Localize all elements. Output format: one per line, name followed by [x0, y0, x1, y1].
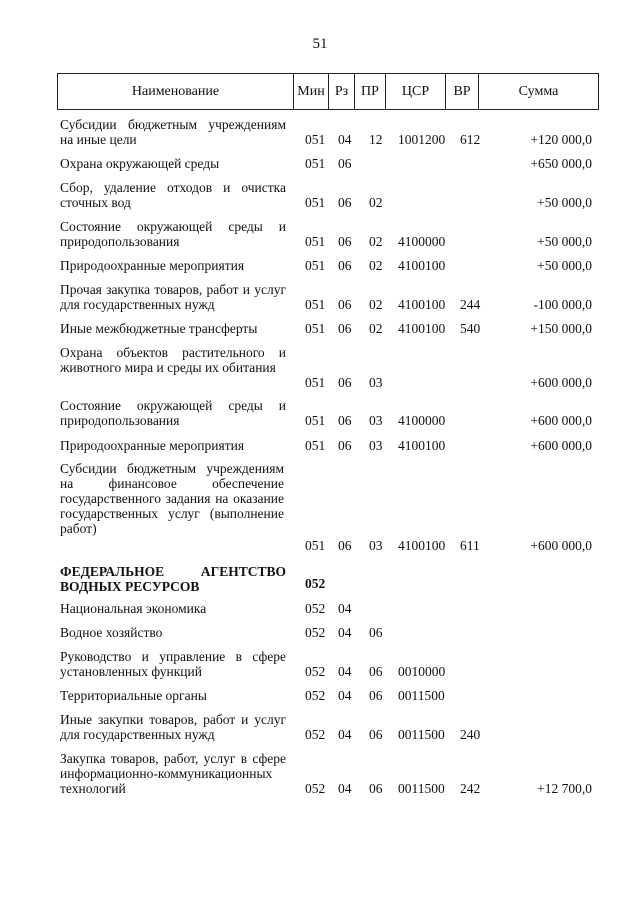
table-row [0, 258, 640, 273]
table-row [0, 438, 640, 453]
row-min: 052 [305, 781, 326, 796]
row-csr: 4100100 [398, 297, 446, 312]
row-name: Руководство и управление в сфере установленных функций [60, 649, 286, 679]
row-min: 051 [305, 438, 326, 453]
row-min: 052 [305, 601, 326, 616]
row-csr: 4100100 [398, 321, 446, 336]
row-rz: 06 [338, 321, 352, 336]
header-sum: Сумма [518, 83, 559, 99]
row-csr: 0011500 [398, 727, 445, 742]
header-csr: ЦСР [386, 74, 446, 109]
header-pr: ПР [355, 74, 386, 109]
row-sum: -100 000,0 [533, 297, 592, 312]
row-name: Прочая закупка товаров, работ и услуг для государственных нужд [60, 282, 286, 312]
row-rz: 06 [338, 156, 352, 171]
row-pr: 06 [369, 688, 383, 703]
row-rz: 04 [338, 664, 352, 679]
row-min: 051 [305, 538, 326, 553]
row-name: Природоохранные мероприятия [60, 258, 245, 273]
table-row [0, 321, 640, 336]
row-pr: 03 [369, 375, 383, 390]
table-row [0, 625, 640, 640]
row-sum: +50 000,0 [537, 258, 592, 273]
row-name: Водное хозяйство [60, 625, 163, 640]
row-sum: +600 000,0 [530, 538, 592, 553]
row-pr: 03 [369, 413, 383, 428]
row-pr: 12 [369, 132, 383, 147]
row-min: 051 [305, 132, 326, 147]
row-csr: 0010000 [398, 664, 446, 679]
row-min: 051 [305, 234, 326, 249]
row-vr: 242 [460, 781, 481, 796]
row-min: 051 [305, 413, 326, 428]
row-csr: 1001200 [398, 132, 446, 147]
row-pr: 02 [369, 258, 383, 273]
row-name: Территориальные органы [60, 688, 207, 703]
row-sum: +120 000,0 [530, 132, 592, 147]
row-sum: +650 000,0 [530, 156, 592, 171]
page-number: 51 [312, 36, 328, 52]
row-name: Сбор, удаление отходов и очистка сточных вод [60, 180, 286, 210]
row-csr: 4100000 [398, 234, 446, 249]
row-min: 051 [305, 321, 326, 336]
table-row [0, 601, 640, 616]
table-row [0, 398, 640, 428]
row-name: Природоохранные мероприятия [60, 438, 245, 453]
row-min: 052 [305, 727, 326, 742]
row-min: 052 [305, 576, 326, 591]
row-pr: 02 [369, 297, 383, 312]
table-row [0, 180, 640, 210]
row-min: 052 [305, 664, 326, 679]
row-name: Иные межбюджетные трансферты [60, 321, 258, 336]
row-sum: +150 000,0 [530, 321, 592, 336]
table-row [0, 282, 640, 312]
row-rz: 06 [338, 258, 352, 273]
table-row [0, 649, 640, 679]
row-rz: 04 [338, 132, 352, 147]
row-csr: 0011500 [398, 688, 445, 703]
row-rz: 04 [338, 601, 352, 616]
row-name: Охрана окружающей среды [60, 156, 220, 171]
row-pr: 06 [369, 664, 383, 679]
row-rz: 06 [338, 438, 352, 453]
table-row [0, 461, 640, 553]
header-min: Мин [294, 74, 329, 109]
row-vr: 244 [460, 297, 481, 312]
row-min: 052 [305, 688, 326, 703]
table-row [0, 219, 640, 249]
row-min: 051 [305, 156, 326, 171]
row-name: ФЕДЕРАЛЬНОЕ АГЕНТСТВО ВОДНЫХ РЕСУРСОВ [60, 564, 286, 594]
row-pr: 02 [369, 195, 383, 210]
table-row-agency [0, 564, 640, 594]
row-sum: +12 700,0 [537, 781, 592, 796]
row-min: 051 [305, 195, 326, 210]
row-pr: 06 [369, 727, 383, 742]
row-name: Иные закупки товаров, работ и услуг для государственных нужд [60, 712, 286, 742]
row-name: Охрана объектов растительного и животного мира и среды их обитания [60, 345, 286, 375]
row-rz: 04 [338, 625, 352, 640]
row-sum: +50 000,0 [537, 234, 592, 249]
row-rz: 06 [338, 375, 352, 390]
table-row [0, 688, 640, 703]
row-pr: 02 [369, 321, 383, 336]
row-csr: 4100000 [398, 413, 446, 428]
row-min: 051 [305, 258, 326, 273]
table-row [0, 751, 640, 796]
row-pr: 03 [369, 538, 383, 553]
row-sum: +600 000,0 [530, 438, 592, 453]
row-rz: 06 [338, 413, 352, 428]
row-pr: 06 [369, 625, 383, 640]
row-name: Субсидии бюджетным учреждениям на иные цели [60, 117, 286, 147]
table-row [0, 156, 640, 171]
row-rz: 06 [338, 234, 352, 249]
row-min: 052 [305, 625, 326, 640]
row-vr: 611 [460, 538, 480, 553]
row-min: 051 [305, 297, 326, 312]
row-csr: 0011500 [398, 781, 445, 796]
row-rz: 06 [338, 297, 352, 312]
row-min: 051 [305, 375, 326, 390]
header-vr: ВР [446, 74, 479, 109]
row-sum: +600 000,0 [530, 375, 592, 390]
row-name: Национальная экономика [60, 601, 207, 616]
row-pr: 06 [369, 781, 383, 796]
row-vr: 540 [460, 321, 481, 336]
table-row [0, 345, 640, 390]
table-row [0, 712, 640, 742]
row-vr: 612 [460, 132, 481, 147]
row-vr: 240 [460, 727, 481, 742]
row-pr: 02 [369, 234, 383, 249]
row-rz: 04 [338, 727, 352, 742]
row-rz: 04 [338, 781, 352, 796]
row-csr: 4100100 [398, 258, 446, 273]
row-csr: 4100100 [398, 538, 446, 553]
row-rz: 04 [338, 688, 352, 703]
row-name: Субсидии бюджетным учреждениям на финансовое обеспечение государственного задания на оказание государственных услуг (выполнение работ) [60, 461, 284, 536]
table-header [57, 73, 599, 110]
row-sum: +600 000,0 [530, 413, 592, 428]
row-name: Состояние окружающей среды и природопользования [60, 398, 286, 428]
row-name: Состояние окружающей среды и природопользования [60, 219, 286, 249]
table-row [0, 117, 640, 147]
row-pr: 03 [369, 438, 383, 453]
row-csr: 4100100 [398, 438, 446, 453]
row-name: Закупка товаров, работ, услуг в сфере информационно-коммуникационных технологий [60, 751, 286, 796]
row-rz: 06 [338, 538, 352, 553]
row-rz: 06 [338, 195, 352, 210]
row-sum: +50 000,0 [537, 195, 592, 210]
header-rz: Рз [329, 74, 355, 109]
header-name: Наименование [58, 74, 294, 109]
